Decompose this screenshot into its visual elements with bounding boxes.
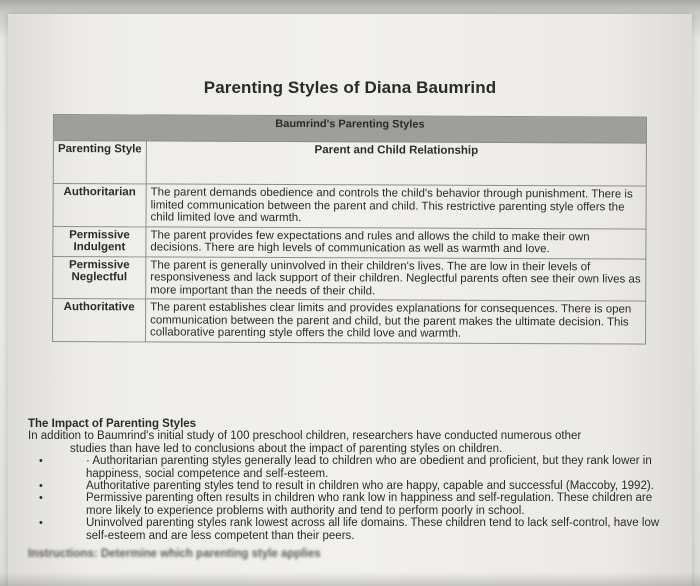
table-row bbox=[53, 256, 646, 301]
style-description-permissive-indulgent: The parent provides few expectations and rules and allows the child to make their own decisions. There are high levels of communication as well as warmth and love. bbox=[146, 226, 646, 258]
bullet-icon: • bbox=[39, 492, 43, 505]
impact-heading: The Impact of Parenting Styles bbox=[28, 418, 197, 430]
impact-intro-line-1: In addition to Baumrind's initial study of 100 preschool children, researchers have conducted numerous other bbox=[28, 430, 582, 443]
impact-section bbox=[28, 418, 668, 560]
impact-point-permissive: Permissive parenting often results in children who rank low in happiness and self-regulation. These children are more likely to experience problems with authority and tend to perform poorly in school. bbox=[86, 492, 653, 517]
style-name-permissive-neglectful: Permissive Neglectful bbox=[53, 256, 146, 299]
instructions-fragment: Instructions: Determine which parenting style applies bbox=[28, 548, 321, 561]
impact-point-uninvolved: Uninvolved parenting styles rank lowest across all life domains. These children tend to lack self-control, have low self-esteem and are less competent than their peers. bbox=[86, 517, 660, 542]
style-name-permissive-indulgent: Permissive Indulgent bbox=[53, 226, 146, 256]
header-parenting-style: Parenting Style bbox=[53, 141, 146, 184]
list-item bbox=[39, 517, 660, 542]
style-name-authoritarian: Authoritarian bbox=[53, 184, 146, 227]
style-description-authoritative: The parent establishes clear limits and provides explanations for consequences. There is open communication between the parent and child, but the parent makes the ultimate decision. This collaborative parenting style offers the child love and warmth. bbox=[146, 299, 646, 344]
table-caption-row bbox=[53, 115, 646, 144]
bullet-icon: • bbox=[39, 517, 43, 530]
table-row bbox=[53, 299, 646, 344]
parenting-styles-table bbox=[52, 114, 647, 344]
style-description-authoritarian: The parent demands obedience and controls the child's behavior through punishment. There is limited communication between the parent and child. This restrictive parenting style offers the child limited love and warmth. bbox=[146, 184, 646, 229]
list-item bbox=[39, 492, 660, 517]
impact-point-authoritarian: · Authoritarian parenting styles generally lead to children who are obedient and proficient, but they rank lower in happiness, social competence and self-esteem. bbox=[86, 455, 652, 480]
bullet-icon: • bbox=[39, 455, 43, 468]
header-relationship: Parent and Child Relationship bbox=[146, 141, 646, 186]
list-item bbox=[39, 455, 660, 480]
impact-point-authoritative: Authoritative parenting styles tend to result in children who are happy, capable and successful (Maccoby, 1992). bbox=[86, 480, 654, 493]
page-title: Parenting Styles of Diana Baumrind bbox=[203, 78, 497, 97]
style-name-authoritative: Authoritative bbox=[53, 299, 146, 342]
photo-edge-shadow bbox=[0, 572, 700, 586]
table-row bbox=[53, 226, 646, 259]
table-row bbox=[53, 184, 646, 229]
table-caption: Baumrind's Parenting Styles bbox=[53, 115, 646, 144]
style-description-permissive-neglectful: The parent is generally uninvolved in their children's lives. The are low in their levels of responsiveness and lack support of their children. Neglectful parents often see their own lives as more important than the needs of their child. bbox=[146, 256, 646, 301]
worksheet-page bbox=[8, 14, 692, 586]
table-header-row bbox=[53, 141, 646, 187]
impact-intro-line-2: studies than have led to conclusions about the impact of parenting styles on children. bbox=[70, 442, 503, 455]
list-item bbox=[39, 480, 660, 493]
bullet-icon: • bbox=[39, 480, 43, 493]
